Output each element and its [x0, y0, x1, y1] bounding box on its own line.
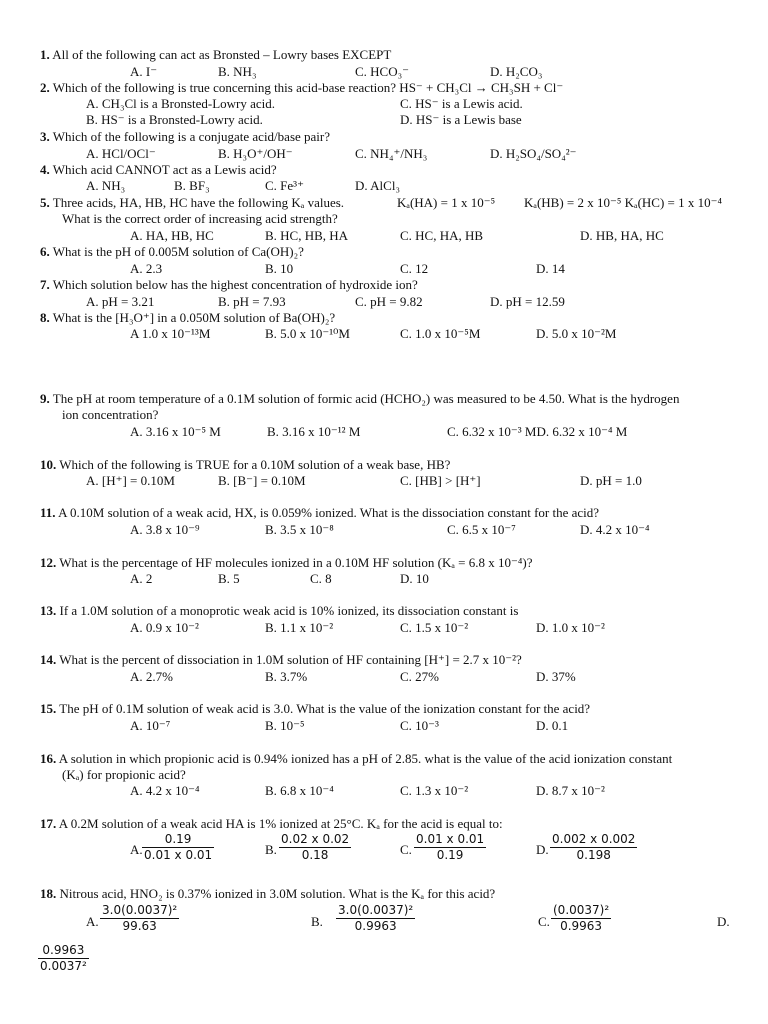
option-c-label: C. [400, 842, 412, 857]
option-d: D. H₂CO₃ [490, 64, 543, 79]
option-b: B. BF₃ [174, 178, 210, 193]
option-c-d: C. 6.32 x 10⁻³ MD. 6.32 x 10⁻⁴ M [447, 424, 628, 439]
option-b-label: B. [265, 842, 277, 857]
option-b: B. 3.16 x 10⁻¹² M [267, 424, 361, 439]
question-text: What is the percent of dissociation in 1.0M solution of HF containing [H⁺] = 2.7 x 10⁻²? [59, 652, 522, 667]
question-10: 10. Which of the following is TRUE for a 0.10M solution of a weak base, HB? [40, 457, 451, 472]
option-c: C. [HB] > [H⁺] [400, 473, 481, 488]
option-d: D. HS⁻ is a Lewis base [400, 112, 522, 127]
question-5: 5. Three acids, HA, HB, HC have the following Kₐ values. [40, 195, 345, 210]
option-b: B. 1.1 x 10⁻² [265, 620, 334, 635]
option-d-fraction: $\frac{0.9963}{\text{0.0037²}}$ [40, 943, 87, 973]
option-a-label: A. [86, 914, 99, 929]
option-c: C. 27% [400, 669, 439, 684]
question-text: What is the [H₃O⁺] in a 0.050M solution of Ba(OH)₂? [52, 310, 336, 325]
question-text: If a 1.0M solution of a monoprotic weak acid is 10% ionized, its dissociation constant is [59, 603, 519, 618]
option-c-fraction: $\frac{0.01 x 0.01}{0.19}$ [416, 832, 485, 862]
option-b-label: B. [311, 914, 323, 929]
option-a-fraction: $\frac{0.19}{0.01 x 0.01}$ [144, 832, 213, 862]
option-d: D. AlCl₃ [355, 178, 400, 193]
option-c: C. 1.5 x 10⁻² [400, 620, 469, 635]
ka-ha: Kₐ(HA) = 1 x 10⁻⁵ [397, 195, 496, 210]
option-a: A. I⁻ [130, 64, 158, 79]
question-text-2: ion concentration? [62, 407, 159, 422]
option-b: B. NH₃ [218, 64, 257, 79]
option-c-fraction: $\frac{\text{(0.0037)²}}{0.9963}$ [553, 903, 610, 933]
option-b: B. 5 [218, 571, 240, 586]
option-c: C. pH = 9.82 [355, 294, 423, 309]
option-d: D. 8.7 x 10⁻² [536, 783, 605, 798]
question-18: 18. Nitrous acid, HNO₂ is 0.37% ionized in 3.0M solution. What is the Kₐ for this acid? [40, 886, 496, 901]
question-text: All of the following can act as Bronsted – Lowry bases EXCEPT [52, 47, 392, 62]
option-a: A. [H⁺] = 0.10M [86, 473, 175, 488]
option-d: D. 5.0 x 10⁻²M [536, 326, 617, 341]
option-c-label: C. [538, 914, 550, 929]
question-9: 9. The pH at room temperature of a 0.1M solution of formic acid (HCHO₂) was measured to be 4.50. What is the hydrogen [40, 391, 680, 406]
question-text: Which of the following is TRUE for a 0.10M solution of a weak base, HB? [59, 457, 451, 472]
question-15: 15. The pH of 0.1M solution of weak acid is 3.0. What is the value of the ionization constant for the acid? [40, 701, 591, 716]
option-b: B. pH = 7.93 [218, 294, 286, 309]
question-3: 3. Which of the following is a conjugate acid/base pair? [40, 129, 330, 144]
option-d-label: D. [536, 842, 549, 857]
question-text: What is the percentage of HF molecules ionized in a 0.10M HF solution (Kₐ = 6.8 x 10⁻⁴)? [59, 555, 533, 570]
option-c: C. HCO₃⁻ [355, 64, 410, 79]
option-d: D. 0.1 [536, 718, 569, 733]
option-d: D. pH = 12.59 [490, 294, 565, 309]
option-d: D. HB, HA, HC [580, 228, 664, 243]
option-c: C. HC, HA, HB [400, 228, 484, 243]
question-text-2: (Kₐ) for propionic acid? [62, 767, 186, 782]
option-c: C. 6.5 x 10⁻⁷ [447, 522, 516, 537]
option-a: A. 0.9 x 10⁻² [130, 620, 199, 635]
option-b: B. HS⁻ is a Bronsted-Lowry acid. [86, 112, 263, 127]
option-c: C. 8 [310, 571, 332, 586]
option-b: B. HC, HB, HA [265, 228, 349, 243]
option-c: C. 1.3 x 10⁻² [400, 783, 469, 798]
option-c: C. 12 [400, 261, 429, 276]
option-b: B. 10 [265, 261, 294, 276]
option-a-label: A. [130, 842, 143, 857]
option-a: A. 3.16 x 10⁻⁵ M [130, 424, 221, 439]
option-b-fraction: $\frac{\text{3.0(0.0037)²}}{0.9963}$ [338, 903, 414, 933]
option-d-label: D. [717, 914, 730, 929]
question-text: Nitrous acid, HNO₂ is 0.37% ionized in 3.0M solution. What is the Kₐ for this acid? [59, 886, 496, 901]
option-d-fraction: $\frac{0.002 x 0.002}{0.198}$ [552, 832, 636, 862]
option-a: A 1.0 x 10⁻¹³M [130, 326, 211, 341]
option-b: B. 6.8 x 10⁻⁴ [265, 783, 334, 798]
option-b: B. H₃O⁺/OH⁻ [218, 146, 293, 161]
question-2: 2. Which of the following is true concerning this acid-base reaction? HS⁻ + CH₃Cl → CH₃SH + Cl⁻ [40, 80, 564, 95]
question-13: 13. If a 1.0M solution of a monoprotic weak acid is 10% ionized, its dissociation constant is [40, 603, 519, 618]
option-d: D. 1.0 x 10⁻² [536, 620, 605, 635]
option-a: A. 2.3 [130, 261, 163, 276]
option-b: B. 10⁻⁵ [265, 718, 305, 733]
question-11: 11. A 0.10M solution of a weak acid, HX, is 0.059% ionized. What is the dissociation constant for the acid? [40, 505, 600, 520]
ka-hb-hc: Kₐ(HB) = 2 x 10⁻⁵ Kₐ(HC) = 1 x 10⁻⁴ [524, 195, 723, 210]
option-a: A. HCl/OCl⁻ [86, 146, 156, 161]
question-1: 1. All of the following can act as Bronsted – Lowry bases EXCEPT [40, 47, 392, 62]
option-d: D. 37% [536, 669, 576, 684]
option-d: D. H₂SO₄/SO₄²⁻ [490, 146, 577, 161]
option-b: B. 3.5 x 10⁻⁸ [265, 522, 334, 537]
question-16: 16. A solution in which propionic acid is 0.94% ionized has a pH of 2.85. what is the value of the acid ionization constant [40, 751, 673, 766]
question-text: A 0.2M solution of a weak acid HA is 1% ionized at 25°C. Kₐ for the acid is equal to: [58, 816, 503, 831]
option-d: D. pH = 1.0 [580, 473, 642, 488]
option-a: A. NH₃ [86, 178, 126, 193]
option-a: A. CH₃Cl is a Bronsted-Lowry acid. [86, 96, 276, 111]
question-text: Which solution below has the highest concentration of hydroxide ion? [52, 277, 418, 292]
option-d: D. 14 [536, 261, 565, 276]
question-text: Which of the following is a conjugate acid/base pair? [52, 129, 330, 144]
option-a: A. pH = 3.21 [86, 294, 155, 309]
option-b: B. [B⁻] = 0.10M [218, 473, 306, 488]
question-6: 6. What is the pH of 0.005M solution of Ca(OH)₂? [40, 244, 304, 259]
option-a: A. 4.2 x 10⁻⁴ [130, 783, 200, 798]
question-text: Which acid CANNOT act as a Lewis acid? [52, 162, 277, 177]
option-a: A. 10⁻⁷ [130, 718, 171, 733]
option-a: A. 2.7% [130, 669, 173, 684]
option-b: B. 3.7% [265, 669, 308, 684]
question-text: Which of the following is true concerning this acid-base reaction? HS⁻ + CH₃Cl → CH₃SH + Cl⁻ [52, 80, 564, 95]
option-a: A. 3.8 x 10⁻⁹ [130, 522, 200, 537]
question-text: What is the pH of 0.005M solution of Ca(OH)₂? [52, 244, 304, 259]
question-text: A 0.10M solution of a weak acid, HX, is 0.059% ionized. What is the dissociation constant for the acid? [58, 505, 600, 520]
question-text: A solution in which propionic acid is 0.94% ionized has a pH of 2.85. what is the value of the acid ionization constant [58, 751, 673, 766]
option-c: C. 1.0 x 10⁻⁵M [400, 326, 481, 341]
option-a: A. HA, HB, HC [130, 228, 214, 243]
question-text: The pH at room temperature of a 0.1M solution of formic acid (HCHO₂) was measured to be 4.50. What is the hydrogen [52, 391, 680, 406]
option-a-fraction: $\frac{\text{3.0(0.0037)²}}{99.63}$ [102, 903, 178, 933]
question-12: 12. What is the percentage of HF molecules ionized in a 0.10M HF solution (Kₐ = 6.8 x 10⁻⁴)? [40, 555, 533, 570]
option-d: D. 10 [400, 571, 429, 586]
option-a: A. 2 [130, 571, 153, 586]
question-4: 4. Which acid CANNOT act as a Lewis acid? [40, 162, 277, 177]
question-17: 17. A 0.2M solution of a weak acid HA is 1% ionized at 25°C. Kₐ for the acid is equal to: [40, 816, 503, 831]
question-14: 14. What is the percent of dissociation in 1.0M solution of HF containing [H⁺] = 2.7 x 10⁻²? [40, 652, 522, 667]
question-text: The pH of 0.1M solution of weak acid is 3.0. What is the value of the ionization constant for the acid? [59, 701, 591, 716]
question-text: Three acids, HA, HB, HC have the following Kₐ values. [52, 195, 345, 210]
question-text-2: What is the correct order of increasing acid strength? [62, 211, 338, 226]
question-8: 8. What is the [H₃O⁺] in a 0.050M solution of Ba(OH)₂? [40, 310, 336, 325]
option-c: C. 10⁻³ [400, 718, 439, 733]
option-b-fraction: $\frac{0.02 x 0.02}{0.18}$ [281, 832, 350, 862]
option-c: C. Fe³⁺ [265, 178, 304, 193]
option-c: C. HS⁻ is a Lewis acid. [400, 96, 523, 111]
option-b: B. 5.0 x 10⁻¹⁰M [265, 326, 350, 341]
option-d: D. 4.2 x 10⁻⁴ [580, 522, 650, 537]
question-7: 7. Which solution below has the highest concentration of hydroxide ion? [40, 277, 418, 292]
option-c: C. NH₄⁺/NH₃ [355, 146, 428, 161]
